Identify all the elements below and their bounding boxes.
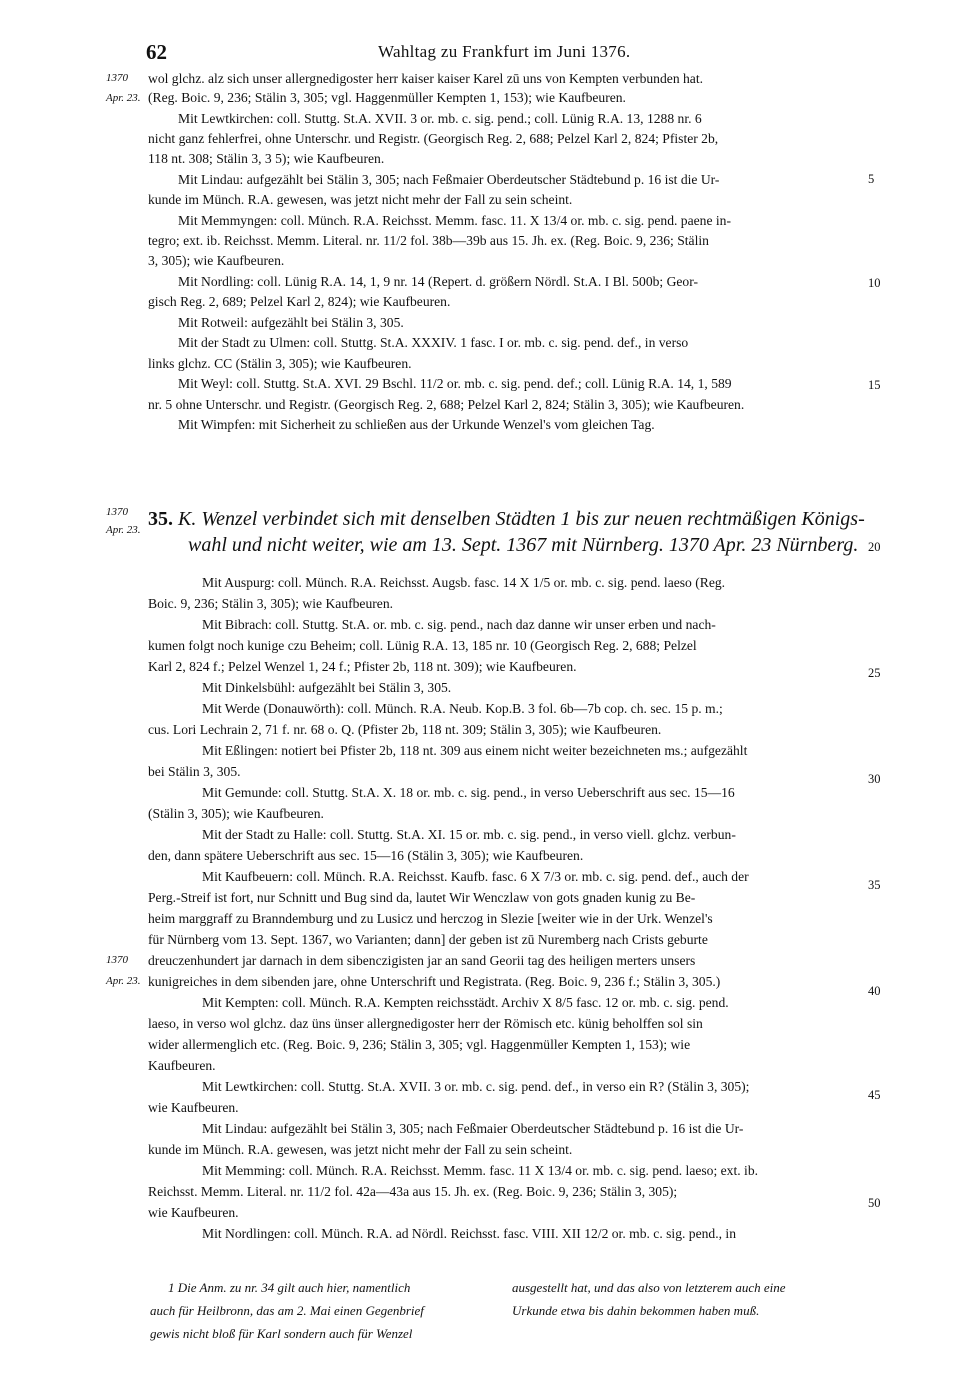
text-line: wie Kaufbeuren.	[148, 1100, 239, 1115]
text-line: Mit Eßlingen: notiert bei Pfister 2b, 118 nt. 309 aus einem nicht weiter bezeichneten ms.; aufgezählt	[202, 743, 748, 758]
footnote-line: auch für Heilbronn, das am 2. Mai einen Gegenbrief	[150, 1303, 424, 1318]
text-line: laeso, in verso wol glchz. daz üns ünser allergnedigoster herr der Römisch etc. künig beholffen sol sin	[148, 1016, 703, 1031]
text-line: Perg.-Streif ist fort, nur Schnitt und Bug sind da, lautet Wir Wenczlaw von gots gnaden kunig zu Be-	[148, 890, 696, 905]
line-number: 5	[868, 172, 875, 186]
document-title-line2: wahl und nicht weiter, wie am 13. Sept. 1367 mit Nürnberg. 1370 Apr. 23 Nürnberg.	[188, 534, 859, 556]
text-line: Mit Nordling: coll. Lünig R.A. 14, 1, 9 nr. 14 (Repert. d. größern Nördl. St.A. I Bl. 500b; Geor-	[178, 274, 699, 289]
margin-year-inline: 1370	[106, 954, 128, 966]
margin-date: Apr. 23.	[106, 92, 141, 104]
text-line: Mit Gemunde: coll. Stuttg. St.A. X. 18 or. mb. c. sig. pend., in verso Ueberschrift aus sec. 15—16	[202, 785, 735, 800]
document-title	[148, 508, 865, 531]
text-line: kunigreiches in dem sibenden jare, ohne Unterschrift und Registrata. (Reg. Boic. 9, 236 f.; Stälin 3, 305.)	[148, 974, 721, 989]
text-line: Reichsst. Memm. Literal. nr. 11/2 fol. 42a—43a aus 15. Jh. ex. (Reg. Boic. 9, 236; Stälin 3, 305);	[148, 1184, 678, 1199]
text-line: für Nürnberg vom 13. Sept. 1367, wo Varianten; dann] der geben ist zū Nuremberg nach Crists geburte	[148, 932, 708, 947]
text-line: Mit Auspurg: coll. Münch. R.A. Reichsst. Augsb. fasc. 14 X 1/5 or. mb. c. sig. pend. laeso (Reg.	[202, 575, 726, 590]
text-line: Mit Bibrach: coll. Stuttg. St.A. or. mb. c. sig. pend., nach daz danne wir unser erben und nach-	[202, 617, 716, 632]
text-line: 3, 305); wie Kaufbeuren.	[148, 253, 285, 268]
line-number: 25	[868, 666, 881, 680]
text-line: wie Kaufbeuren.	[148, 1205, 239, 1220]
footnote-line: Urkunde etwa bis dahin bekommen haben muß.	[512, 1303, 760, 1318]
footnote-line: ausgestellt hat, und das also von letzterem auch eine	[512, 1280, 786, 1295]
line-number: 30	[868, 772, 881, 786]
text-line: nicht ganz fehlerfrei, ohne Unterschr. und Registr. (Georgisch Reg. 2, 688; Pelzel Karl 2, 824; Pfister 2b,	[148, 131, 719, 146]
line-number: 20	[868, 540, 881, 554]
doc-margin-year: 1370	[106, 506, 128, 518]
text-line: Mit der Stadt zu Halle: coll. Stuttg. St.A. XI. 15 or. mb. c. sig. pend., in verso viell. glchz. verbun-	[202, 827, 736, 842]
text-line: Mit Kempten: coll. Münch. R.A. Kempten reichsstädt. Archiv X 8/5 fasc. 12 or. mb. c. sig. pend.	[202, 995, 729, 1010]
text-line: den, dann spätere Ueberschrift aus sec. 15—16 (Stälin 3, 305); wie Kaufbeuren.	[148, 848, 584, 863]
text-line: Karl 2, 824 f.; Pelzel Wenzel 1, 24 f.; Pfister 2b, 118 nt. 309); wie Kaufbeuren.	[148, 659, 577, 674]
text-line: Mit Dinkelsbühl: aufgezählt bei Stälin 3, 305.	[202, 680, 452, 695]
page-number: 62	[146, 40, 167, 64]
text-line: bei Stälin 3, 305.	[148, 764, 241, 779]
footnote-line: 1 Die Anm. zu nr. 34 gilt auch hier, namentlich	[168, 1280, 411, 1295]
text-line: Boic. 9, 236; Stälin 3, 305); wie Kaufbeuren.	[148, 596, 394, 611]
text-line: 118 nt. 308; Stälin 3, 3 5); wie Kaufbeuren.	[148, 151, 385, 166]
margin-year: 1370	[106, 72, 128, 84]
line-number: 50	[868, 1196, 881, 1210]
text-line: Mit Weyl: coll. Stuttg. St.A. XVI. 29 Bschl. 11/2 or. mb. c. sig. pend. def.; coll. Lünig R.A. 14, 1, 589	[178, 376, 732, 391]
document-title-line1: K. Wenzel verbindet sich mit denselben Städten 1 bis zur neuen rechtmäßigen Königs-	[178, 508, 865, 530]
text-line: (Stälin 3, 305); wie Kaufbeuren.	[148, 806, 324, 821]
text-line: links glchz. CC (Stälin 3, 305); wie Kaufbeuren.	[148, 356, 412, 371]
text-line: (Reg. Boic. 9, 236; Stälin 3, 305; vgl. Haggenmüller Kempten 1, 153); wie Kaufbeuren.	[148, 90, 626, 105]
text-line: Kaufbeuren.	[148, 1058, 216, 1073]
line-number: 10	[868, 276, 881, 290]
margin-date-inline: Apr. 23.	[106, 975, 141, 987]
line-number: 35	[868, 878, 881, 892]
text-line: Mit Werde (Donauwörth): coll. Münch. R.A. Neub. Kop.B. 3 fol. 6b—7b cop. ch. sec. 15 p. m.;	[202, 701, 723, 716]
text-line: Mit Lewtkirchen: coll. Stuttg. St.A. XVII. 3 or. mb. c. sig. pend.; coll. Lünig R.A. 13, 1288 nr. 6	[178, 111, 702, 126]
text-line: tegro; ext. ib. Reichsst. Memm. Literal. nr. 11/2 fol. 38b—39b aus 15. Jh. ex. (Reg. Boic. 9, 236; Stälin	[148, 233, 709, 248]
text-line: Mit Wimpfen: mit Sicherheit zu schließen aus der Urkunde Wenzel's vom gleichen Tag.	[178, 417, 655, 432]
text-line: Mit Memming: coll. Münch. R.A. Reichsst. Memm. fasc. 11 X 13/4 or. mb. c. sig. pend. laeso; ext. ib.	[202, 1163, 759, 1178]
line-number: 45	[868, 1088, 881, 1102]
running-title: Wahltag zu Frankfurt im Juni 1376.	[378, 42, 631, 61]
text-line: wol glchz. alz sich unser allergnedigoster herr kaiser kaiser Karel zū uns von Kempten verbunden hat.	[148, 71, 704, 86]
text-line: cus. Lori Lechrain 2, 71 f. nr. 68 o. Q. (Pfister 2b, 118 nt. 309; Stälin 3, 305); wie Kaufbeuren.	[148, 722, 662, 737]
text-line: Mit Kaufbeuern: coll. Münch. R.A. Reichsst. Kaufb. fasc. 6 X 7/3 or. mb. c. sig. pend. def., auch der	[202, 869, 749, 884]
text-line: dreuczenhundert jar darnach in dem sibenczigisten jar an sand Georii tag des heiligen merters unsers	[148, 953, 696, 968]
text-line: kunde im Münch. R.A. gewesen, was jetzt nicht mehr der Fall zu sein scheint.	[148, 1142, 573, 1157]
text-line: Mit Lindau: aufgezählt bei Stälin 3, 305; nach Feßmaier Oberdeutscher Städtebund p. 16 ist die Ur-	[202, 1121, 744, 1136]
line-number: 40	[868, 984, 881, 998]
doc-margin-date: Apr. 23.	[106, 524, 141, 536]
text-line: nr. 5 ohne Unterschr. und Registr. (Georgisch Reg. 2, 688; Pelzel Karl 2, 824; Stälin 3, 305); wie Kaufbeuren.	[148, 397, 745, 412]
text-line: Mit Rotweil: aufgezählt bei Stälin 3, 305.	[178, 315, 404, 330]
line-number: 15	[868, 378, 881, 392]
text-line: gisch Reg. 2, 689; Pelzel Karl 2, 824); wie Kaufbeuren.	[148, 294, 451, 309]
text-line: Mit der Stadt zu Ulmen: coll. Stuttg. St.A. XXXIV. 1 fasc. I or. mb. c. sig. pend. def., in verso	[178, 335, 689, 350]
text-line: Mit Lewtkirchen: coll. Stuttg. St.A. XVII. 3 or. mb. c. sig. pend. def., in verso ein R? (Stälin 3, 305);	[202, 1079, 750, 1094]
text-line: heim marggraff zu Branndemburg und zu Lusicz und herczog in Slezie [weiter wie in der Urk. Wenzel's	[148, 911, 713, 926]
text-line: Mit Nordlingen: coll. Münch. R.A. ad Nördl. Reichsst. fasc. VIII. XII 12/2 or. mb. c. sig. pend., in	[202, 1226, 736, 1241]
text-line: kunde im Münch. R.A. gewesen, was jetzt nicht mehr der Fall zu sein scheint.	[148, 192, 573, 207]
text-line: Mit Lindau: aufgezählt bei Stälin 3, 305; nach Feßmaier Oberdeutscher Städtebund p. 16 ist die Ur-	[178, 172, 720, 187]
text-line: kumen folgt noch kunige czu Beheim; coll. Lünig R.A. 13, 185 nr. 10 (Georgisch Reg. 2, 688; Pelzel	[148, 638, 697, 653]
text-line: Mit Memmyngen: coll. Münch. R.A. Reichsst. Memm. fasc. 11. X 13/4 or. mb. c. sig. pend. paene in-	[178, 213, 731, 228]
footnote-line: gewis nicht bloß für Karl sondern auch für Wenzel	[150, 1326, 413, 1341]
text-line: wider allermenglich etc. (Reg. Boic. 9, 236; Stälin 3, 305; vgl. Haggenmüller Kempten 1, 153); wie	[148, 1037, 691, 1052]
document-number: 35.	[148, 508, 173, 530]
